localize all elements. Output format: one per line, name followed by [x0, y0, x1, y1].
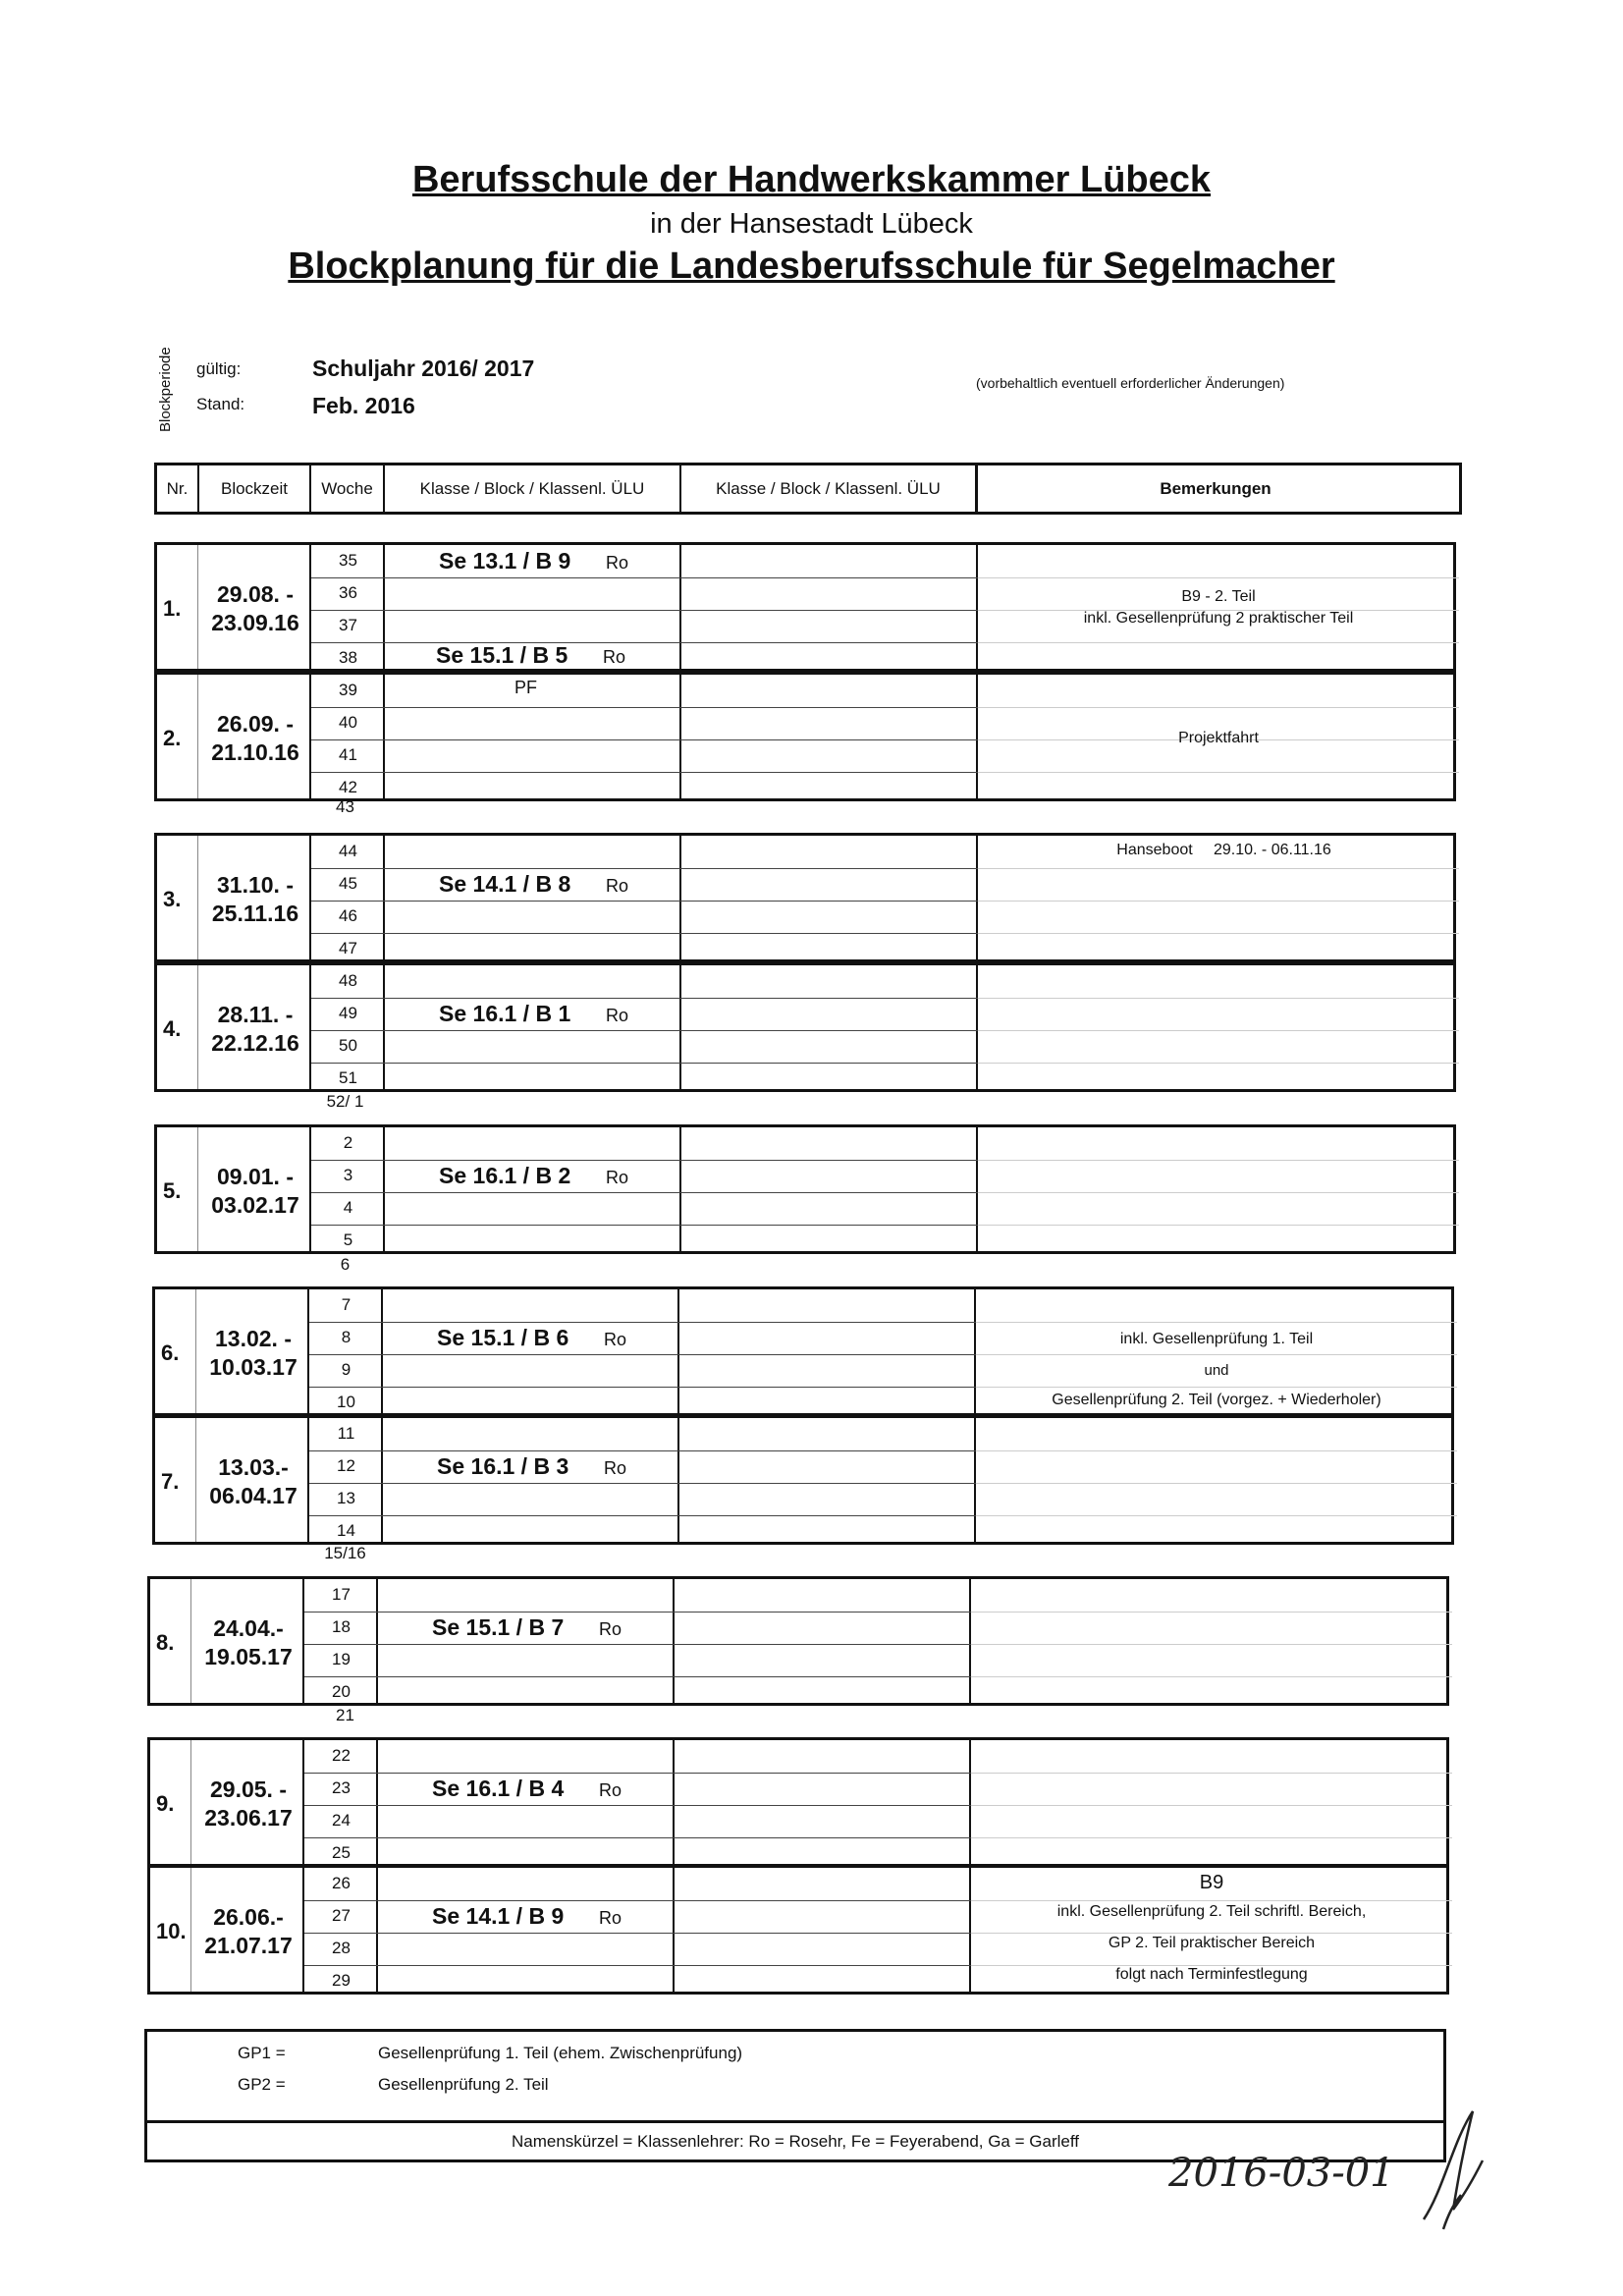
week-number: 27 [332, 1906, 351, 1925]
row-divider [311, 577, 978, 578]
block-dates [197, 1325, 309, 1382]
column-divider [197, 545, 198, 669]
block-end-date: 10.03.17 [209, 1354, 298, 1380]
column-divider [190, 1868, 191, 1992]
col-blockzeit: Blockzeit [199, 465, 311, 512]
week-number: 48 [339, 971, 357, 990]
schedule-block [147, 1865, 1449, 1995]
block-start-date: 26.09. - [217, 711, 294, 737]
block-number: 5. [163, 1178, 182, 1203]
week-number: 42 [339, 778, 357, 796]
remark-divider [976, 1450, 1457, 1451]
class-teacher: Ro [606, 1006, 629, 1025]
remark-divider [971, 1805, 1452, 1806]
week-number: 38 [339, 648, 357, 667]
row-divider [304, 1676, 971, 1677]
block-dates [199, 1163, 311, 1220]
class-block: Se 16.1 / B 1 [439, 1001, 571, 1026]
block-number: 2. [163, 726, 182, 750]
week-number: 50 [339, 1036, 357, 1055]
block-dates [192, 1903, 304, 1960]
schedule-block [147, 1737, 1449, 1867]
schedule-block [154, 672, 1456, 801]
block-number: 3. [163, 887, 182, 911]
week-number: 52/ 1 [326, 1092, 364, 1111]
class-block: Se 15.1 / B 6 [437, 1325, 569, 1350]
column-divider [190, 1579, 191, 1703]
column-divider [190, 1740, 191, 1864]
week-number: 26 [332, 1874, 351, 1892]
schedule-block [147, 1576, 1449, 1706]
class-teacher: Ro [599, 1908, 622, 1928]
remark-divider [971, 1933, 1452, 1934]
block-end-date: 25.11.16 [211, 901, 299, 926]
week-number: 8 [341, 1328, 352, 1346]
block-dates [199, 580, 311, 637]
row-divider [304, 1773, 971, 1774]
remark-divider [978, 1160, 1459, 1161]
remark-divider [971, 1773, 1452, 1774]
week-number: 18 [332, 1617, 351, 1636]
row-divider [311, 998, 978, 999]
week-number: 36 [339, 583, 357, 602]
row-divider [311, 610, 978, 611]
valid-value: Schuljahr 2016/ 2017 [312, 355, 535, 381]
remark-divider [978, 1063, 1459, 1064]
row-divider [309, 1483, 976, 1484]
column-divider [677, 1418, 679, 1542]
week-number: 51 [339, 1068, 357, 1087]
week-number: 46 [339, 906, 357, 925]
handwritten-date: 2016-03-01 [1168, 2151, 1395, 2196]
column-divider [976, 1127, 978, 1251]
row-divider [311, 868, 978, 869]
block-start-date: 28.11. - [217, 1002, 294, 1027]
remark-divider [978, 998, 1459, 999]
block-end-date: 23.06.17 [204, 1805, 293, 1831]
class-teacher: Ro [604, 1458, 627, 1478]
stand-value: Feb. 2016 [312, 393, 415, 418]
remark-line: inkl. Gesellenprüfung 1. Teil [1119, 1331, 1314, 1347]
col-woche: Woche [311, 465, 385, 512]
row-divider [309, 1387, 976, 1388]
remark-divider [978, 1030, 1459, 1031]
schedule-block [154, 962, 1456, 1092]
block-start-date: 24.04.- [213, 1615, 284, 1641]
block-start-date: 26.06.- [213, 1904, 284, 1930]
row-divider [311, 901, 978, 902]
week-number: 6 [340, 1255, 351, 1274]
row-divider [309, 1450, 976, 1451]
class-teacher: Ro [606, 553, 629, 573]
column-divider [677, 1289, 679, 1413]
block-dates [199, 1001, 311, 1058]
column-divider [197, 1127, 198, 1251]
column-divider [969, 1740, 971, 1864]
disclaimer-note: (vorbehaltlich eventuell erforderlicher Änderungen) [976, 375, 1285, 391]
column-divider [195, 1289, 196, 1413]
class-teacher: Ro [603, 647, 626, 667]
week-number: 11 [337, 1424, 355, 1443]
remark-line: Gesellenprüfung 2. Teil (vorgez. + Wiederholer) [1052, 1392, 1381, 1408]
block-number: 8. [156, 1630, 175, 1655]
week-number: 5 [343, 1230, 353, 1249]
block-start-date: 29.05. - [210, 1777, 287, 1802]
column-divider [195, 1418, 196, 1542]
week-number: 3 [343, 1166, 353, 1184]
column-divider [673, 1740, 675, 1864]
block-end-date: 23.09.16 [211, 610, 299, 635]
week-number: 28 [332, 1939, 351, 1957]
week-number: 10 [337, 1393, 355, 1411]
remark-divider [978, 577, 1459, 578]
row-divider [311, 772, 978, 773]
week-number: 49 [339, 1004, 357, 1022]
week-number: 45 [339, 874, 357, 893]
row-divider [311, 1063, 978, 1064]
remark-line: B9 [1199, 1872, 1224, 1893]
gp1-value: Gesellenprüfung 1. Teil (ehem. Zwischenprüfung) [378, 2044, 743, 2062]
row-divider [311, 1030, 978, 1031]
remark-divider [971, 1837, 1452, 1838]
remark-divider [976, 1515, 1457, 1516]
remark-divider [976, 1354, 1457, 1355]
class-block: Se 15.1 / B 7 [432, 1614, 565, 1640]
row-divider [304, 1612, 971, 1613]
col-bemerkungen: Bemerkungen [1160, 478, 1271, 498]
class-block: Se 14.1 / B 8 [439, 871, 571, 897]
row-divider [304, 1900, 971, 1901]
row-divider [311, 1225, 978, 1226]
remark-divider [978, 933, 1459, 934]
week-number: 15/16 [324, 1544, 366, 1562]
block-end-date: 21.10.16 [211, 739, 299, 765]
column-divider [679, 675, 681, 798]
legend-box [144, 2029, 1446, 2123]
column-divider [976, 545, 978, 669]
class-block: Se 13.1 / B 9 [439, 548, 571, 574]
week-number: 19 [332, 1650, 351, 1668]
row-divider [311, 1192, 978, 1193]
page-subtitle: in der Hansestadt Lübeck [650, 208, 973, 240]
col-klasse-1: Klasse / Block / Klassenl. ÜLU [385, 465, 681, 512]
row-divider [309, 1515, 976, 1516]
gp1-key: GP1 = [238, 2044, 286, 2062]
column-divider [673, 1579, 675, 1703]
class-block: Se 16.1 / B 4 [432, 1776, 565, 1801]
remark-divider [978, 1192, 1459, 1193]
remark-divider [978, 772, 1459, 773]
remark-divider [978, 642, 1459, 643]
block-start-date: 13.02. - [215, 1326, 292, 1351]
remark-line: Hanseboot [1116, 842, 1193, 858]
schedule-block [154, 542, 1456, 672]
class-block: Se 16.1 / B 2 [439, 1163, 571, 1188]
table-header [154, 463, 1462, 515]
block-number: 1. [163, 596, 182, 621]
week-number: 2 [343, 1133, 353, 1152]
block-dates [192, 1776, 304, 1832]
remark-divider [978, 707, 1459, 708]
vertical-label: Blockperiode [157, 347, 174, 432]
block-number: 7. [161, 1469, 180, 1494]
column-divider [974, 1418, 976, 1542]
row-divider [311, 707, 978, 708]
row-divider [304, 1837, 971, 1838]
week-number: 24 [332, 1811, 351, 1830]
schedule-block [154, 1124, 1456, 1254]
class-teacher: Ro [606, 1168, 629, 1187]
week-number: 14 [337, 1521, 355, 1540]
col-klasse-2: Klasse / Block / Klassenl. ÜLU [681, 465, 978, 512]
class-block: Se 15.1 / B 5 [436, 642, 568, 668]
class-block: Se 16.1 / B 3 [437, 1453, 569, 1479]
footer-abbreviations: Namenskürzel = Klassenlehrer: Ro = Rosehr, Fe = Feyerabend, Ga = Garleff [144, 2123, 1446, 2162]
block-dates [199, 871, 311, 928]
week-number: 23 [332, 1778, 351, 1797]
remark-divider [978, 901, 1459, 902]
week-number: 13 [337, 1489, 355, 1507]
block-start-date: 29.08. - [217, 581, 294, 607]
column-divider [197, 675, 198, 798]
week-number: 7 [341, 1295, 352, 1314]
schedule-block [152, 1415, 1454, 1545]
valid-label: gültig: [196, 359, 242, 378]
week-number: 17 [332, 1585, 351, 1604]
remark-divider [971, 1644, 1452, 1645]
column-divider [673, 1868, 675, 1992]
signature [1414, 2102, 1492, 2239]
class-block: Se 14.1 / B 9 [432, 1903, 565, 1929]
row-divider [309, 1322, 976, 1323]
remark-line: folgt nach Terminfestlegung [1115, 1966, 1308, 1983]
remark-divider [978, 1225, 1459, 1226]
column-divider [976, 965, 978, 1089]
schedule-block [152, 1286, 1454, 1416]
column-divider [679, 836, 681, 959]
remark-line: inkl. Gesellenprüfung 2. Teil schriftl. Bereich, [1056, 1903, 1367, 1920]
gp2-key: GP2 = [238, 2075, 286, 2094]
class-teacher: Ro [606, 876, 629, 896]
row-divider [311, 933, 978, 934]
block-dates [199, 710, 311, 767]
col-nr: Nr. [157, 465, 199, 512]
remark-line: und [1204, 1362, 1229, 1379]
week-number: 41 [339, 745, 357, 764]
block-start-date: 13.03.- [218, 1454, 289, 1480]
week-number: 35 [339, 551, 357, 570]
remark-divider [976, 1322, 1457, 1323]
row-divider [311, 1160, 978, 1161]
pf-label: PF [514, 678, 538, 697]
remark-divider [971, 1676, 1452, 1677]
stand-label: Stand: [196, 395, 245, 413]
row-divider [304, 1644, 971, 1645]
week-number: 22 [332, 1746, 351, 1765]
week-number: 21 [336, 1706, 354, 1724]
block-number: 4. [163, 1016, 182, 1041]
week-number: 4 [343, 1198, 353, 1217]
week-number: 44 [339, 842, 357, 860]
remark-divider [971, 1612, 1452, 1613]
block-number: 10. [156, 1919, 187, 1943]
block-end-date: 21.07.17 [204, 1933, 293, 1958]
row-divider [311, 642, 978, 643]
class-teacher: Ro [604, 1330, 627, 1349]
column-divider [197, 965, 198, 1089]
week-number: 20 [332, 1682, 351, 1701]
column-divider [197, 836, 198, 959]
week-number: 40 [339, 713, 357, 732]
week-number: 12 [337, 1456, 355, 1475]
page-title: Berufsschule der Handwerkskammer Lübeck [411, 159, 1212, 200]
week-number: 47 [339, 939, 357, 957]
class-teacher: Ro [599, 1780, 622, 1800]
block-dates [197, 1453, 309, 1510]
remark-line: inkl. Gesellenprüfung 2 praktischer Teil [1083, 610, 1354, 627]
column-divider [969, 1579, 971, 1703]
block-start-date: 31.10. - [217, 872, 294, 898]
row-divider [304, 1805, 971, 1806]
week-number: 9 [341, 1360, 352, 1379]
column-divider [679, 545, 681, 669]
row-divider [309, 1354, 976, 1355]
remark-dates: 29.10. - 06.11.16 [1214, 842, 1331, 858]
block-end-date: 19.05.17 [204, 1644, 293, 1669]
row-divider [304, 1965, 971, 1966]
block-number: 6. [161, 1340, 180, 1365]
remark-divider [976, 1483, 1457, 1484]
week-number: 37 [339, 616, 357, 634]
remark-line: GP 2. Teil praktischer Bereich [1108, 1935, 1316, 1951]
gp2-value: Gesellenprüfung 2. Teil [378, 2075, 549, 2094]
remark-divider [978, 868, 1459, 869]
block-dates [192, 1614, 304, 1671]
row-divider [304, 1933, 971, 1934]
block-number: 9. [156, 1791, 175, 1816]
week-number: 43 [336, 797, 354, 816]
column-divider [679, 1127, 681, 1251]
column-divider [679, 965, 681, 1089]
document-heading: Blockplanung für die Landesberufsschule für Segelmacher [288, 246, 1335, 287]
remark-divider [976, 1387, 1457, 1388]
remark-line: B9 - 2. Teil [1181, 588, 1256, 605]
block-end-date: 06.04.17 [209, 1483, 298, 1508]
remark-line: Projektfahrt [1178, 730, 1259, 746]
week-number: 39 [339, 681, 357, 699]
block-start-date: 09.01. - [217, 1164, 294, 1189]
class-teacher: Ro [599, 1619, 622, 1639]
block-end-date: 03.02.17 [211, 1192, 299, 1218]
row-divider [311, 739, 978, 740]
schedule-block [154, 833, 1456, 962]
week-number: 25 [332, 1843, 351, 1862]
remark-divider [971, 1900, 1452, 1901]
block-end-date: 22.12.16 [211, 1030, 299, 1056]
week-number: 29 [332, 1971, 351, 1990]
